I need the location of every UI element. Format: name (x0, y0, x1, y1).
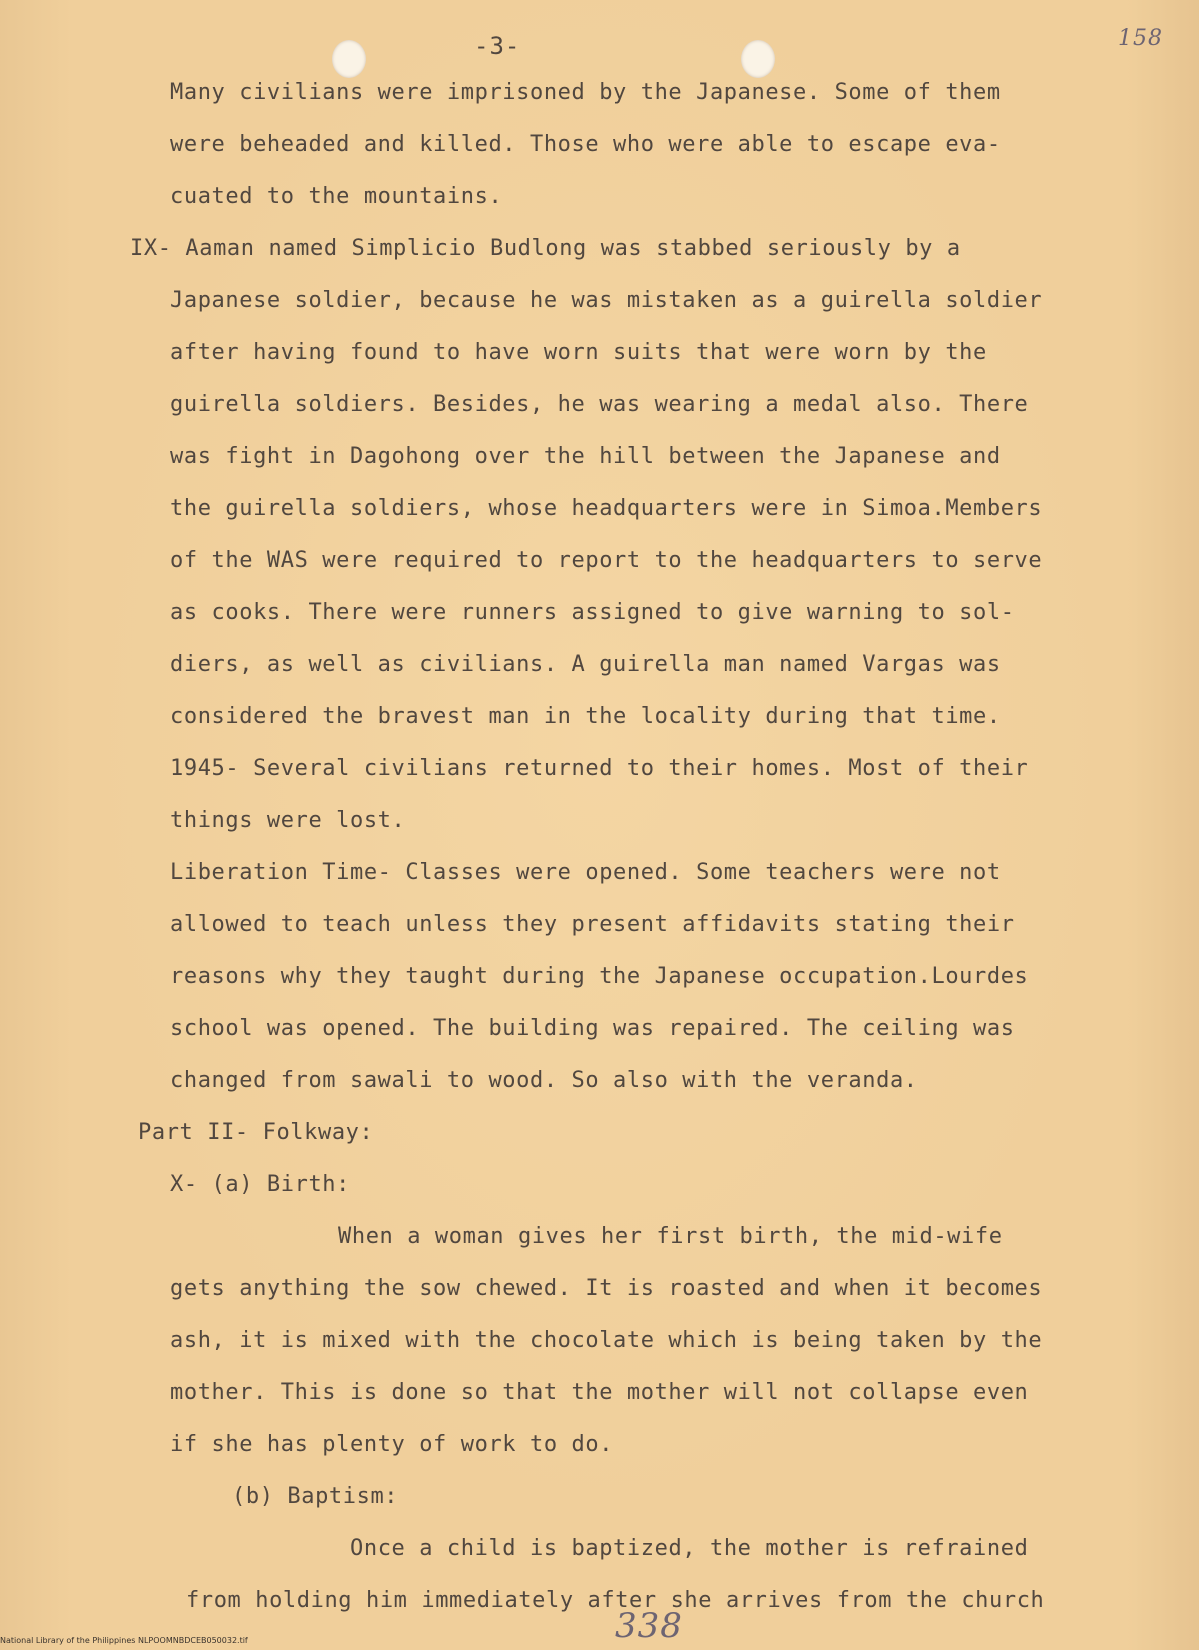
text-line: as cooks. There were runners assigned to give warning to sol- (170, 600, 1015, 625)
text-line: Liberation Time- Classes were opened. Some teachers were not (170, 860, 1001, 885)
text-line: diers, as well as civilians. A guirella man named Vargas was (170, 652, 1001, 677)
text-line: things were lost. (170, 808, 406, 833)
text-line: cuated to the mountains. (170, 184, 503, 209)
text-line: mother. This is done so that the mother will not collapse even (170, 1380, 1029, 1405)
text-line: When a woman gives her first birth, the mid-wife (338, 1224, 1003, 1249)
text-line: school was opened. The building was repaired. The ceiling was (170, 1016, 1015, 1041)
subsection-heading: (b) Baptism: (232, 1484, 399, 1509)
text-line: of the WAS were required to report to the headquarters to serve (170, 548, 1043, 573)
text-line: gets anything the sow chewed. It is roasted and when it becomes (170, 1276, 1043, 1301)
text-line: IX- Aaman named Simplicio Budlong was stabbed seriously by a (130, 236, 961, 261)
subsection-heading: X- (a) Birth: (170, 1172, 350, 1197)
text-line: after having found to have worn suits that were worn by the (170, 340, 987, 365)
punch-hole-right (741, 40, 775, 78)
page-number: -3- (474, 32, 521, 60)
text-line: allowed to teach unless they present affidavits stating their (170, 912, 1015, 937)
text-line: if she has plenty of work to do. (170, 1432, 614, 1457)
section-heading: Part II- Folkway: (138, 1120, 374, 1145)
text-line: considered the bravest man in the locality during that time. (170, 704, 1001, 729)
scan-footer: National Library of the Philippines NLPOOMNBDCEB050032.tif (0, 1636, 248, 1645)
text-line: ash, it is mixed with the chocolate which is being taken by the (170, 1328, 1043, 1353)
text-line: 1945- Several civilians returned to their homes. Most of their (170, 756, 1029, 781)
text-line: reasons why they taught during the Japanese occupation.Lourdes (170, 964, 1029, 989)
text-line: Once a child is baptized, the mother is refrained (350, 1536, 1029, 1561)
text-line: changed from sawali to wood. So also with the veranda. (170, 1068, 918, 1093)
handwritten-number: 338 (615, 1606, 683, 1646)
text-line: Japanese soldier, because he was mistaken as a guirella soldier (170, 288, 1043, 313)
text-line: the guirella soldiers, whose headquarters were in Simoa.Members (170, 496, 1043, 521)
text-line: was fight in Dagohong over the hill between the Japanese and (170, 444, 1001, 469)
text-line: Many civilians were imprisoned by the Japanese. Some of them (170, 80, 1001, 105)
text-line: were beheaded and killed. Those who were able to escape eva- (170, 132, 1001, 157)
text-line: from holding him immediately after she arrives from the church (186, 1588, 1045, 1613)
punch-hole-left (332, 40, 366, 78)
archive-number: 158 (1118, 26, 1163, 51)
text-line: guirella soldiers. Besides, he was wearing a medal also. There (170, 392, 1029, 417)
